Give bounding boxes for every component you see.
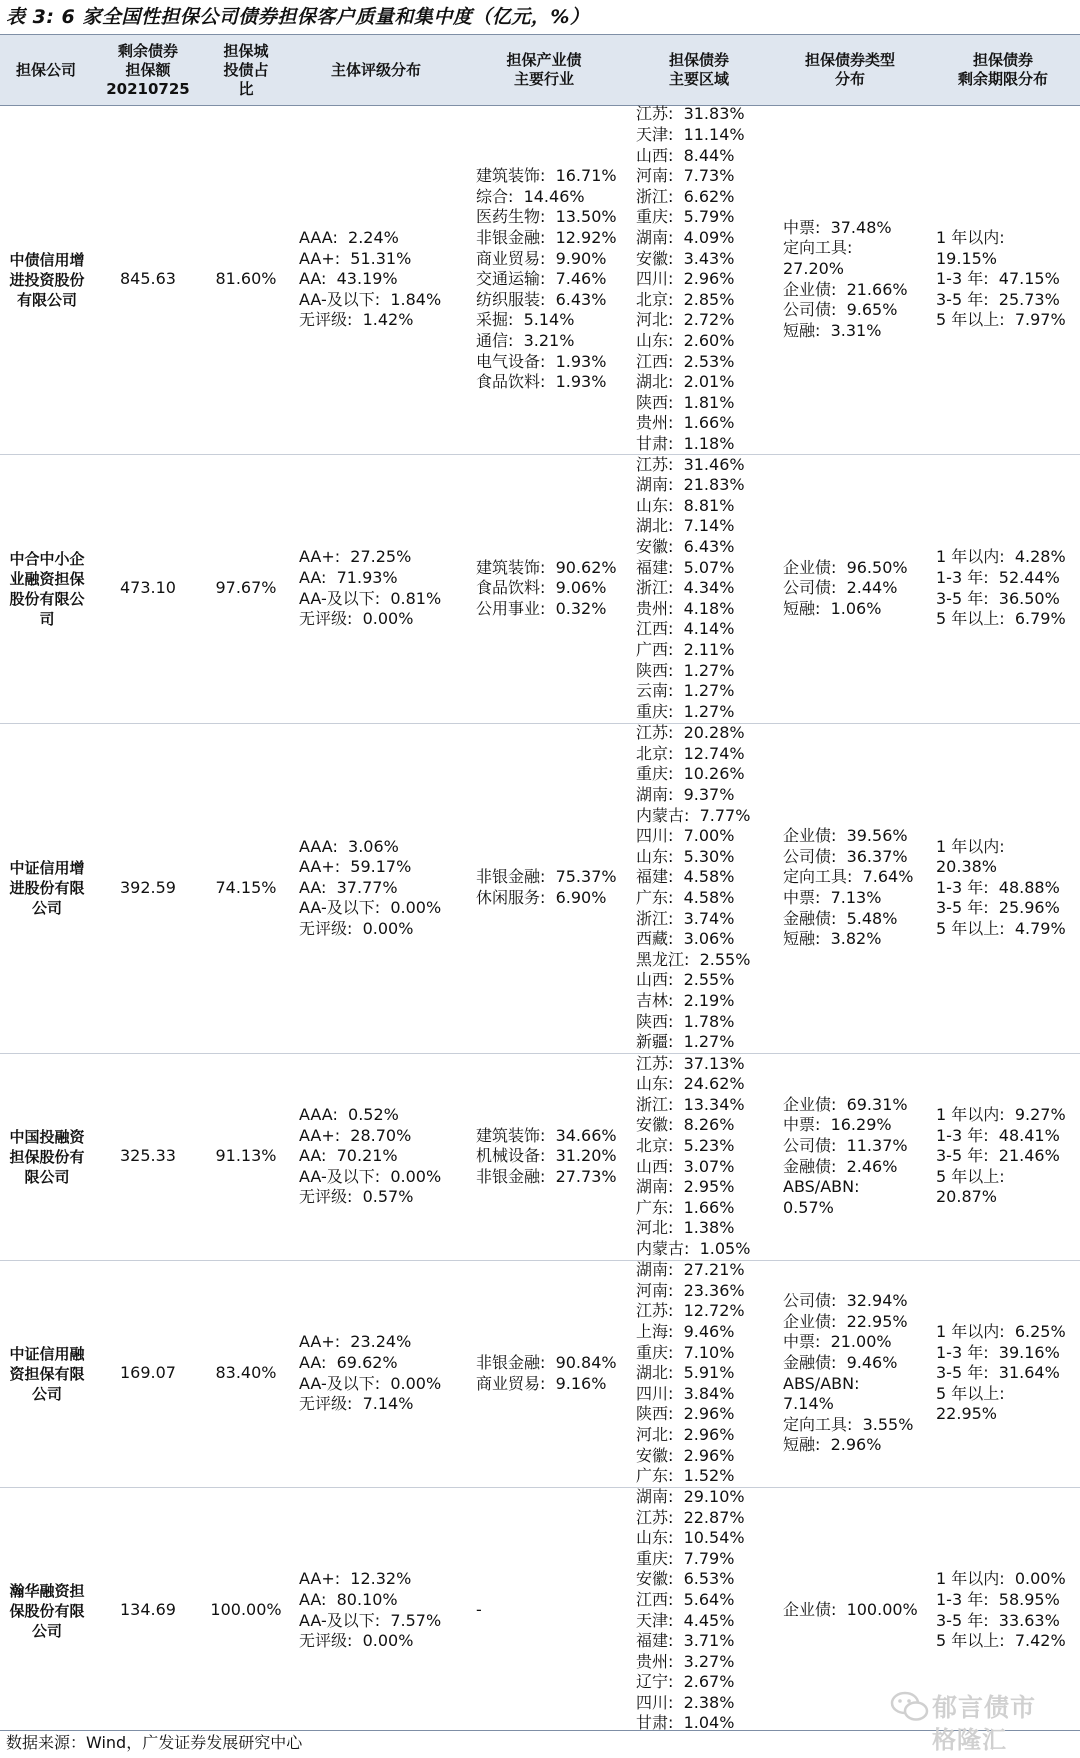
region-distribution: 江苏: 31.83% 天津: 11.14% 山西: 8.44% 河南: 7.73% 浙江: 6.62% 重庆: 5.79% 湖南: 4.09% 安徽: 3.43% 四川: 2.96% 北京: 2.85% 河北: 2.72% 山东: 2.60% 江西: 2.53% 湖北: 2.01% 陕西: 1.81% 贵州: 1.66% 甘肃: 1.18%: [636, 104, 745, 453]
data-source-note: 数据来源：Wind，广发证券发展研究中心: [6, 1733, 303, 1752]
company-name: 中国投融资担保股份有限公司: [9, 1127, 85, 1186]
rating-distribution: AA+: 12.32% AA: 80.10% AA-及以下: 7.57% 无评级: 0.00%: [299, 1569, 442, 1651]
region-distribution: 湖南: 27.21% 河南: 23.36% 江苏: 12.72% 上海: 9.46% 重庆: 7.10% 湖北: 5.91% 四川: 3.84% 陕西: 2.96% 河北: 2.96% 安徽: 2.96% 广东: 1.52%: [636, 1260, 745, 1486]
company-name: 中债信用增进投资股份有限公司: [9, 250, 85, 309]
guarantee-amount: 392.59: [120, 877, 176, 897]
urban-investment-ratio: 91.13%: [215, 1146, 277, 1166]
watermark: [888, 1688, 1073, 1754]
header-term: 担保债券 剩余期限分布: [957, 51, 1048, 88]
industry-distribution: 非银金融: 90.84% 商业贸易: 9.16%: [476, 1352, 617, 1393]
term-distribution: 1 年以内: 4.28% 1-3 年: 52.44% 3-5 年: 36.50% 5 年以上: 6.79%: [936, 547, 1066, 629]
urban-investment-ratio: 74.15%: [215, 877, 277, 897]
guarantee-amount: 845.63: [120, 269, 176, 289]
rating-distribution: AAA: 3.06% AA+: 59.17% AA: 37.77% AA-及以下: 0.00% 无评级: 0.00%: [299, 836, 442, 938]
rating-distribution: AAA: 2.24% AA+: 51.31% AA: 43.19% AA-及以下: 1.84% 无评级: 1.42%: [299, 228, 442, 330]
guarantee-amount: 473.10: [120, 578, 176, 598]
region-distribution: 湖南: 29.10% 江苏: 22.87% 山东: 10.54% 重庆: 7.79% 安徽: 6.53% 江西: 5.64% 天津: 4.45% 福建: 3.71% 贵州: 3.27% 辽宁: 2.67% 四川: 2.38% 甘肃: 1.04%: [636, 1486, 745, 1733]
region-distribution: 江苏: 20.28% 北京: 12.74% 重庆: 10.26% 湖南: 9.37% 内蒙古: 7.77% 四川: 7.00% 山东: 5.30% 福建: 4.58% 广东: 4.58% 浙江: 3.74% 西藏: 3.06% 黑龙江: 2.55% 山西: 2.55% 吉林: 2.19% 陕西: 1.78% 新疆: 1.27%: [636, 723, 751, 1052]
bond-type-distribution: 中票: 37.48% 定向工具: 27.20% 企业债: 21.66% 公司债: 9.65% 短融: 3.31%: [783, 217, 908, 340]
company-name: 瀚华融资担保股份有限公司: [9, 1581, 85, 1640]
wechat-icon: [890, 1690, 930, 1724]
term-distribution: 1 年以内: 19.15% 1-3 年: 47.15% 3-5 年: 25.73% 5 年以上: 7.97%: [936, 228, 1066, 330]
industry-distribution: 建筑装饰: 90.62% 食品饮料: 9.06% 公用事业: 0.32%: [476, 557, 617, 618]
industry-distribution: 建筑装饰: 34.66% 机械设备: 31.20% 非银金融: 27.73%: [476, 1125, 617, 1186]
header-industry: 担保产业债 主要行业: [506, 51, 582, 88]
bond-type-distribution: 企业债: 100.00%: [783, 1600, 918, 1620]
header-ratio: 担保城 投债占 比: [223, 41, 269, 98]
term-distribution: 1 年以内: 20.38% 1-3 年: 48.88% 3-5 年: 25.96% 5 年以上: 4.79%: [936, 836, 1066, 938]
term-distribution: 1 年以内: 0.00% 1-3 年: 58.95% 3-5 年: 33.63% 5 年以上: 7.42%: [936, 1569, 1066, 1651]
industry-distribution: -: [476, 1600, 482, 1620]
bond-type-distribution: 企业债: 69.31% 中票: 16.29% 公司债: 11.37% 金融债: 2.46% ABS/ABN: 0.57%: [783, 1094, 908, 1217]
urban-investment-ratio: 81.60%: [215, 269, 277, 289]
company-name: 中证信用增进股份有限公司: [9, 859, 85, 917]
header-region: 担保债券 主要区域: [668, 51, 729, 88]
header-amount: 剩余债券 担保额 20210725: [106, 41, 190, 98]
rating-distribution: AA+: 23.24% AA: 69.62% AA-及以下: 0.00% 无评级: 7.14%: [299, 1332, 442, 1414]
urban-investment-ratio: 83.40%: [215, 1363, 277, 1383]
bond-type-distribution: 企业债: 39.56% 公司债: 36.37% 定向工具: 7.64% 中票: 7.13% 金融债: 5.48% 短融: 3.82%: [783, 826, 914, 949]
urban-investment-ratio: 100.00%: [210, 1600, 282, 1620]
industry-distribution: 建筑装饰: 16.71% 综合: 14.46% 医药生物: 13.50% 非银金融: 12.92% 商业贸易: 9.90% 交通运输: 7.46% 纺织服装: 6.43% 采掘: 5.14% 通信: 3.21% 电气设备: 1.93% 食品饮料: 1.93%: [476, 166, 617, 392]
term-distribution: 1 年以内: 9.27% 1-3 年: 48.41% 3-5 年: 21.46% 5 年以上: 20.87%: [936, 1105, 1066, 1207]
watermark-line2: 格隆汇: [932, 1726, 1007, 1754]
guarantee-amount: 134.69: [120, 1600, 176, 1620]
header-company: 担保公司: [15, 60, 76, 79]
rating-distribution: AA+: 27.25% AA: 71.93% AA-及以下: 0.81% 无评级: 0.00%: [299, 547, 442, 629]
company-name: 中证信用融资担保有限公司: [9, 1344, 85, 1403]
region-distribution: 江苏: 31.46% 湖南: 21.83% 山东: 8.81% 湖北: 7.14% 安徽: 6.43% 福建: 5.07% 浙江: 4.34% 贵州: 4.18% 江西: 4.14% 广西: 2.11% 陕西: 1.27% 云南: 1.27% 重庆: 1.27%: [636, 454, 745, 721]
industry-distribution: 非银金融: 75.37% 休闲服务: 6.90%: [476, 867, 617, 907]
guarantee-amount: 325.33: [120, 1146, 176, 1166]
urban-investment-ratio: 97.67%: [215, 578, 277, 598]
term-distribution: 1 年以内: 6.25% 1-3 年: 39.16% 3-5 年: 31.64% 5 年以上: 22.95%: [936, 1322, 1066, 1424]
company-name: 中合中小企业融资担保股份有限公司: [9, 549, 85, 628]
header-bondtype: 担保债券类型 分布: [804, 51, 895, 88]
bond-type-distribution: 企业债: 96.50% 公司债: 2.44% 短融: 1.06%: [783, 557, 908, 618]
watermark-line1: 郁言债市: [932, 1693, 1037, 1722]
region-distribution: 江苏: 37.13% 山东: 24.62% 浙江: 13.34% 安徽: 8.26% 北京: 5.23% 山西: 3.07% 湖南: 2.95% 广东: 1.66% 河北: 1.38% 内蒙古: 1.05%: [636, 1053, 751, 1258]
table-title: 表 3: 6 家全国性担保公司债券担保客户质量和集中度（亿元，%）: [6, 6, 590, 28]
bond-type-distribution: 公司债: 32.94% 企业债: 22.95% 中票: 21.00% 金融债: 9.46% ABS/ABN: 7.14% 定向工具: 3.55% 短融: 2.96%: [783, 1291, 914, 1455]
rating-distribution: AAA: 0.52% AA+: 28.70% AA: 70.21% AA-及以下: 0.00% 无评级: 0.57%: [299, 1105, 442, 1207]
guarantee-amount: 169.07: [120, 1363, 176, 1383]
header-rating: 主体评级分布: [330, 60, 421, 79]
